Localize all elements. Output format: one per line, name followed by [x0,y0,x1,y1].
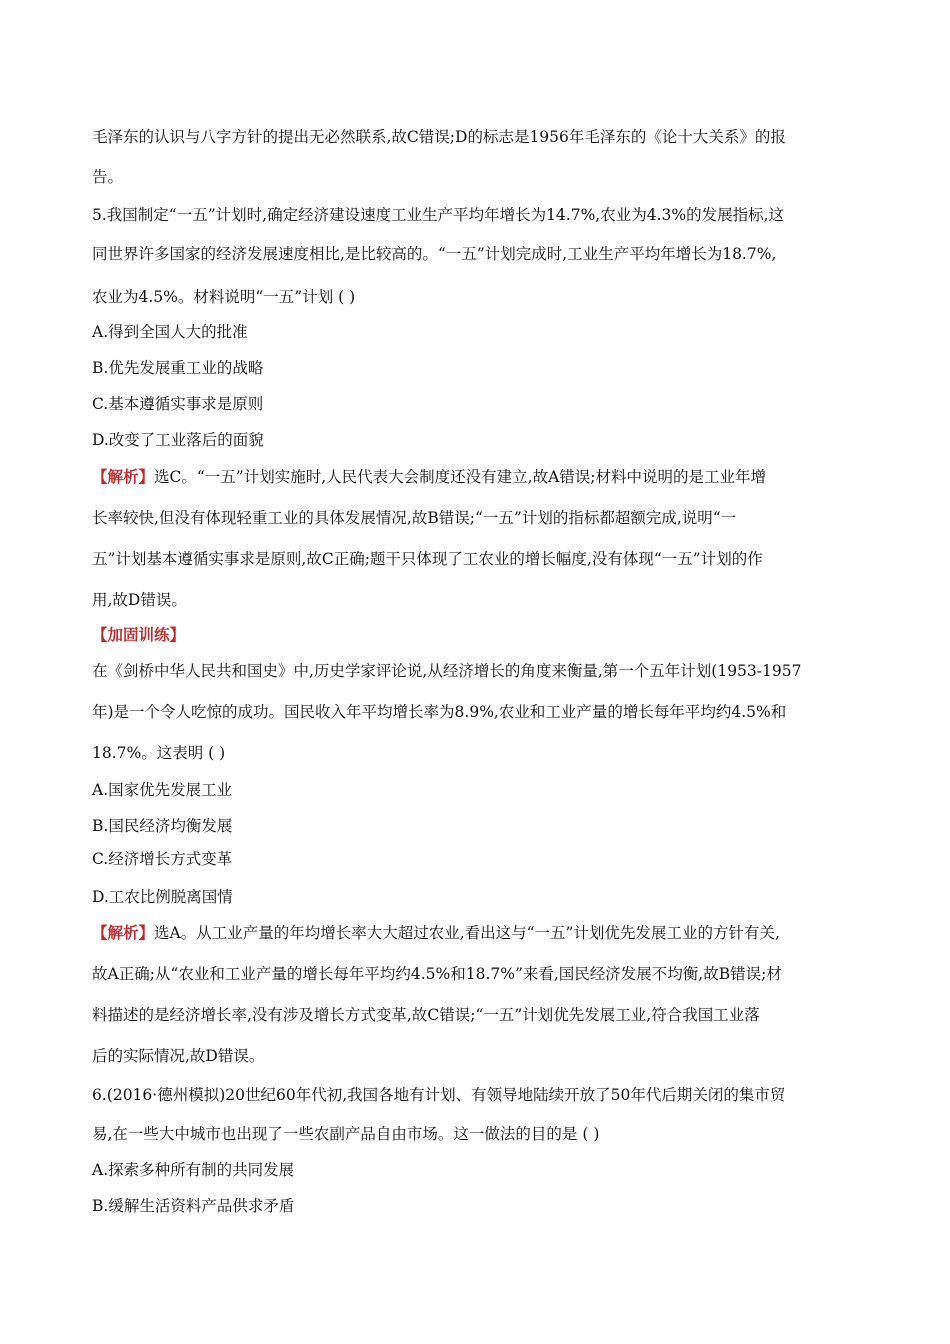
analysis-text: 用,故D错误。 [92,591,187,609]
option-b: B.缓解生活资料产品供求矛盾 [92,1197,295,1215]
option-a: A.国家优先发展工业 [92,781,233,799]
analysis-text: 五”计划基本遵循实事求是原则,故C正确;题干只体现了工农业的增长幅度,没有体现“一五”计划的作 [92,550,763,568]
question-5-stem: 同世界许多国家的经济发展速度相比,是比较高的。“一五”计划完成时,工业生产平均年增长为18.7%, [92,245,777,263]
analysis-line [92,467,766,487]
analysis-text: 选A。从工业产量的年均增长率大大超过农业,看出这与“一五”计划优先发展工业的方针有关, [154,924,780,942]
analysis-text: 长率较快,但没有体现轻重工业的具体发展情况,故B错误;“一五”计划的指标都超额完成,说明“一 [92,509,737,527]
question-5-stem: 农业为4.5%。材料说明“一五”计划 ( ) [92,288,356,306]
text-line: 告。 [92,168,124,186]
analysis-text: 故A正确;从“农业和工业产量的增长每年平均约4.5%和18.7%”来看,国民经济发展不均衡,故B错误;材 [92,965,782,983]
reinforce-stem: 18.7%。这表明 ( ) [92,744,226,762]
text-line: 毛泽东的认识与八字方针的提出无必然联系,故C错误;D的标志是1956年毛泽东的《论十大关系》的报 [92,128,786,146]
analysis-text: 料描述的是经济增长率,没有涉及增长方式变革,故C错误;“一五”计划优先发展工业,符合我国工业落 [92,1006,760,1024]
option-a: A.得到全国人大的批准 [92,323,248,341]
reinforce-heading [92,625,185,645]
analysis-tag: 【解析】 [92,467,155,486]
reinforce-tag: 【加固训练】 [92,625,186,644]
option-a: A.探索多种所有制的共同发展 [92,1161,295,1179]
question-6-stem: 6.(2016·德州模拟)20世纪60年代初,我国各地有计划、有领导地陆续开放了50年代后期关闭的集市贸 [92,1086,786,1104]
analysis-text: 后的实际情况,故D错误。 [92,1047,265,1065]
reinforce-stem: 年)是一个令人吃惊的成功。国民收入年平均增长率为8.9%,农业和工业产量的增长每年平均约4.5%和 [92,703,787,721]
analysis-line [92,923,780,943]
question-5-stem: 5.我国制定“一五”计划时,确定经济建设速度工业生产平均年增长为14.7%,农业为4.3%的发展指标,这 [92,206,785,224]
option-c: C.经济增长方式变革 [92,850,233,868]
option-b: B.优先发展重工业的战略 [92,359,264,377]
option-d: D.工农比例脱离国情 [92,888,233,906]
option-b: B.国民经济均衡发展 [92,817,233,835]
reinforce-stem: 在《剑桥中华人民共和国史》中,历史学家评论说,从经济增长的角度来衡量,第一个五年计划(1953-1957 [92,662,802,680]
option-d: D.改变了工业落后的面貌 [92,431,264,449]
analysis-tag: 【解析】 [92,923,155,942]
question-6-stem: 易,在一些大中城市也出现了一些农副产品自由市场。这一做法的目的是 ( ) [92,1125,600,1143]
analysis-text: 选C。“一五”计划实施时,人民代表大会制度还没有建立,故A错误;材料中说明的是工业年增 [154,468,766,486]
option-c: C.基本遵循实事求是原则 [92,395,264,413]
